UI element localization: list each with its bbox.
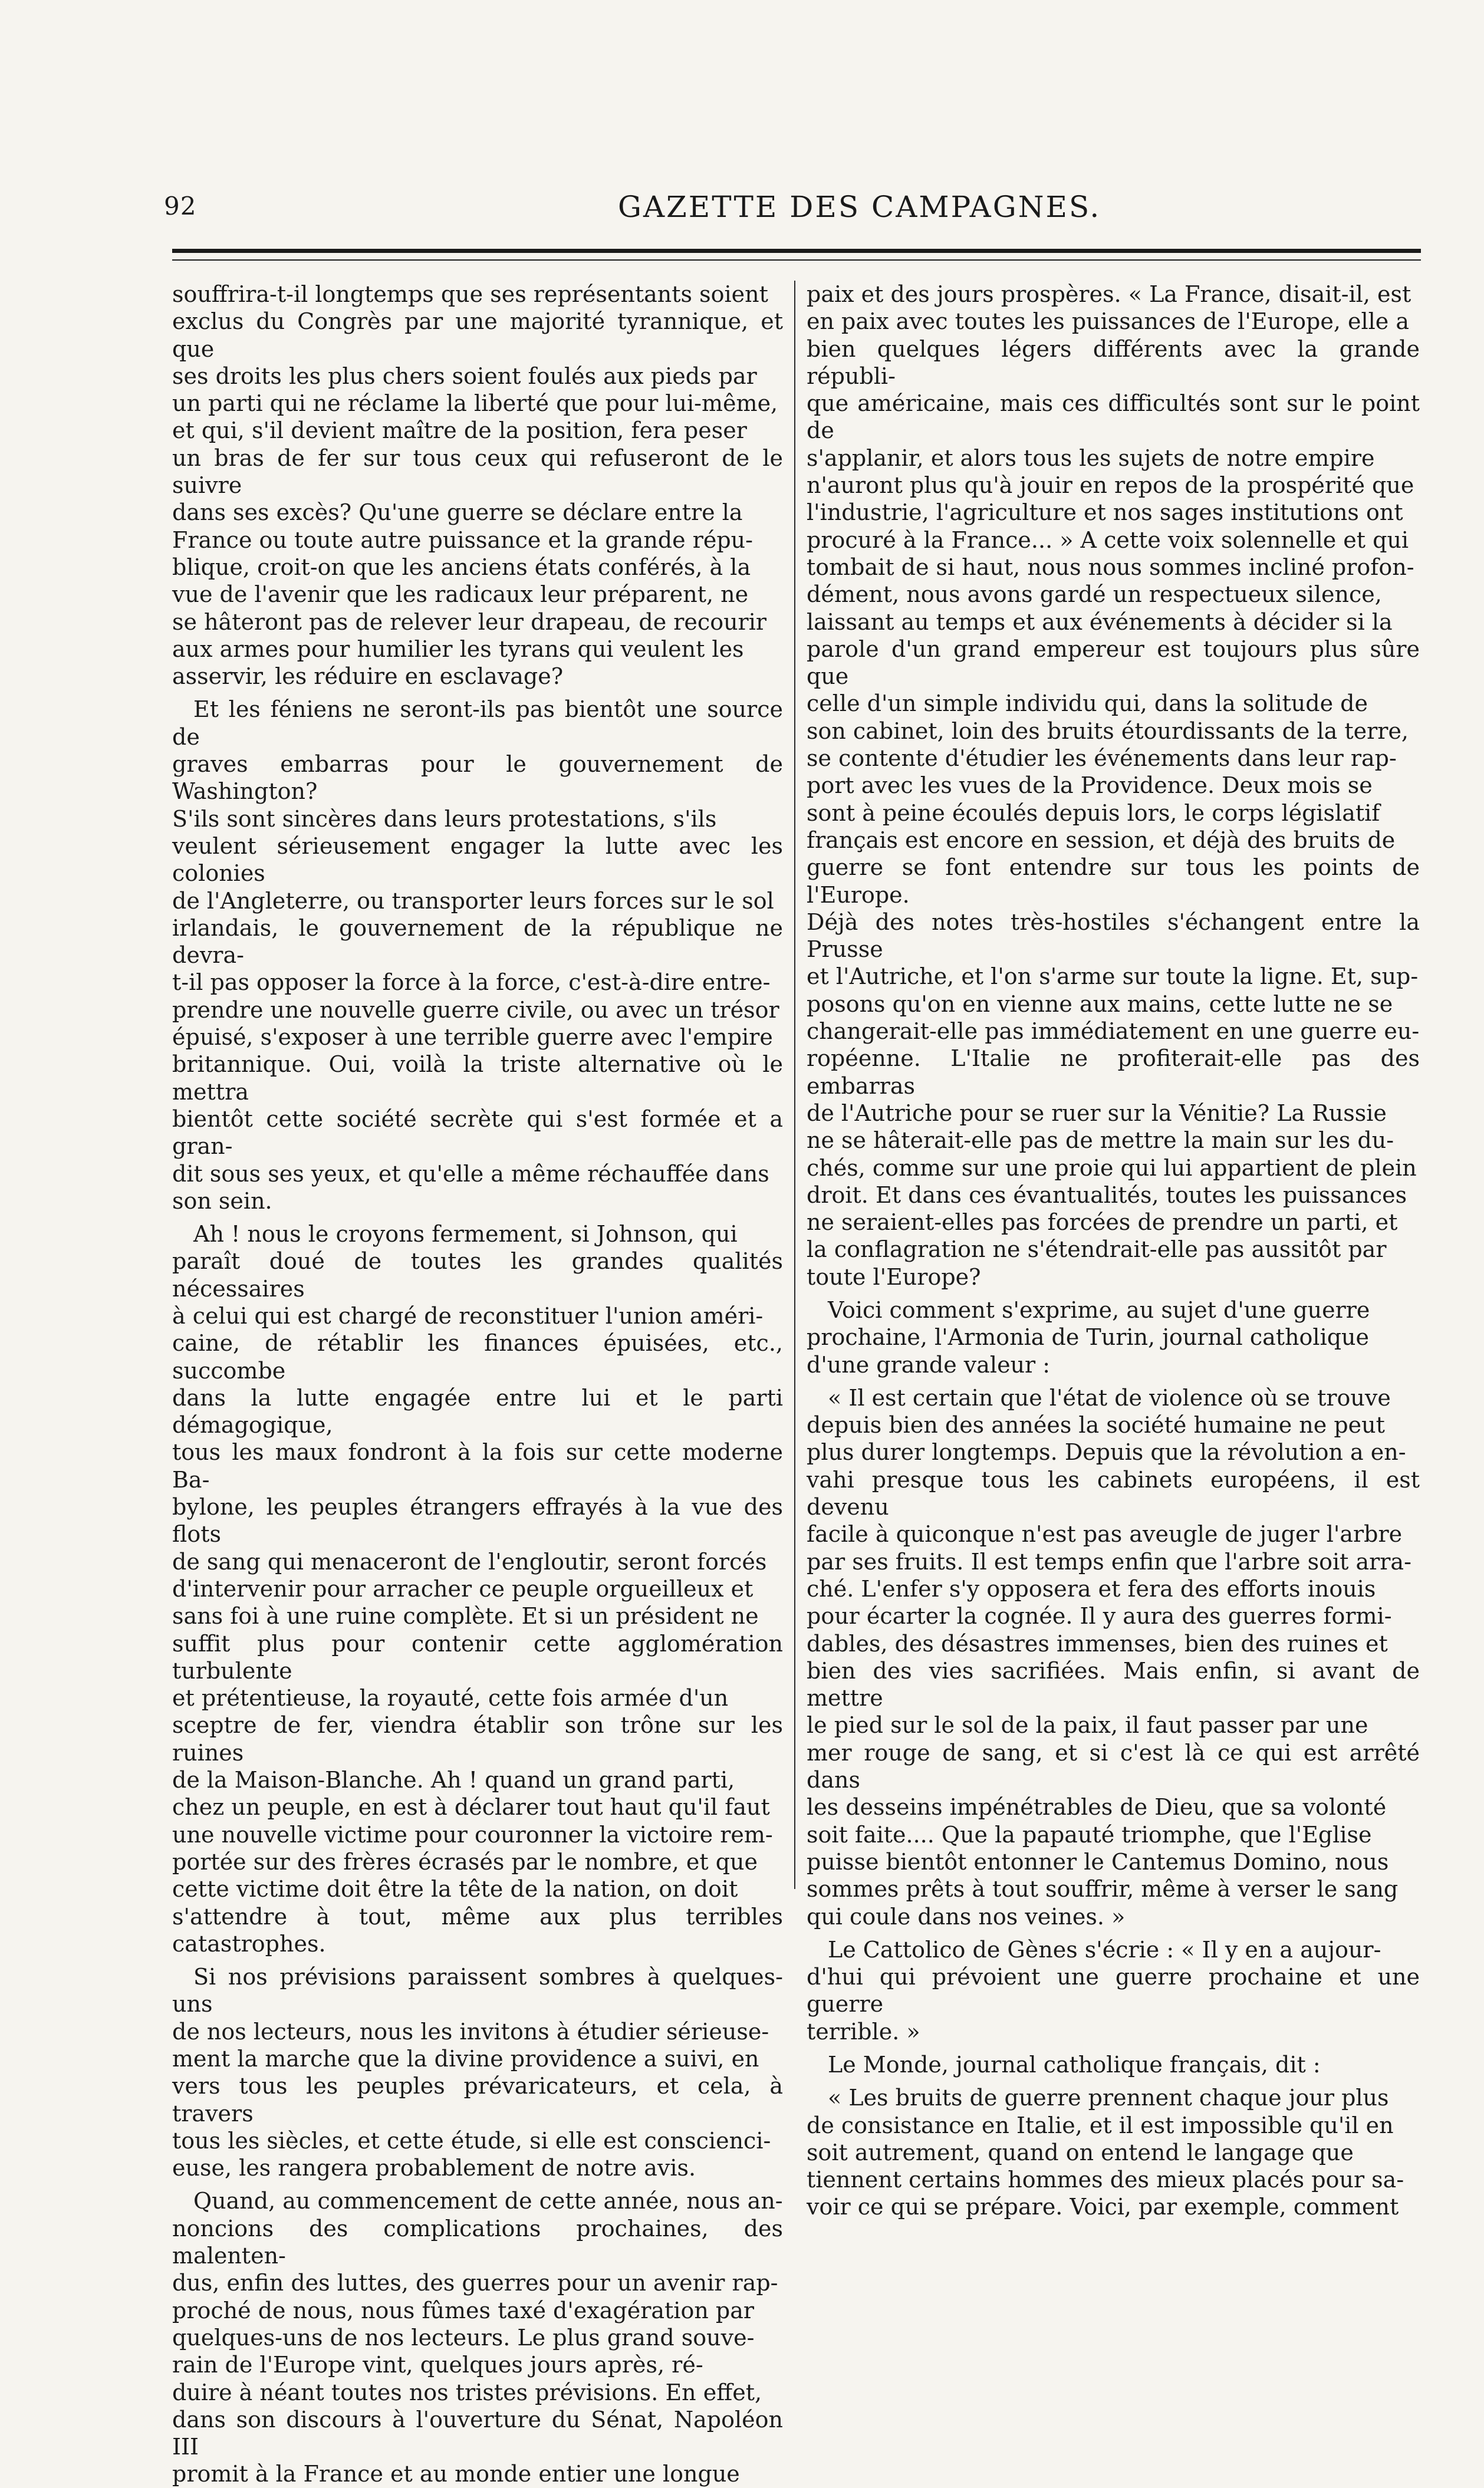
header-rule-thick xyxy=(172,249,1421,253)
paragraph: Le Cattolico de Gènes s'écrie : « Il y en a aujour- d'hui qui prévoient une guerre prochaine et une guerre terrible. » xyxy=(807,1936,1420,2045)
header-rule-thin xyxy=(172,259,1421,261)
paragraph: « Il est certain que l'état de violence où se trouve depuis bien des années la société humaine ne peut plus durer longtemps. Depuis que la révolution a en- vahi presque tous les cabinets européens, il est devenu facile à quiconque n'est pas aveugle de juger l'arbre par ses fruits. Il est temps enfin que l'arbre soit arra- ché. L'enfer s'y opposera et fera des efforts inouis pour écarter la cognée. Il y aura des guerres formi- dables, des désastres immenses, bien des ruines et bien des vies sacrifiées. Mais enfin, si avant de mettre le pied sur le sol de la paix, il faut passer par une mer rouge de sang, et si c'est là ce qui est arrêté dans les desseins impénétrables de Dieu, que sa volonté soit faite.... Que la papauté triomphe, que l'Eglise puisse bientôt entonner le Cantemus Domino, nous sommes prêts à tout souffrir, même à verser le sang qui coule dans nos veines. » xyxy=(807,1384,1420,1930)
page-header-title: GAZETTE DES CAMPAGNES. xyxy=(618,190,1101,224)
right-column xyxy=(807,281,1420,2221)
paragraph: « Les bruits de guerre prennent chaque jour plus de consistance en Italie, et il est impossible qu'il en soit autrement, quand on entend le langage que tiennent certains hommes des mieux placés pour sa- voir ce qui se prépare. Voici, par exemple, comment xyxy=(807,2085,1404,2220)
paragraph: Et les féniens ne seront-ils pas bientôt une source de graves embarras pour le gouvernement de Washington? S'ils sont sincères dans leurs protestations, s'ils veulent sérieusement engager la lutte avec les colonies de l'Angleterre, ou transporter leurs forces sur le sol irlandais, le gouvernement de la république ne devra- t-il pas opposer la force à la force, c'est-à-dire entre- prendre une nouvelle guerre civile, ou avec un trésor épuisé, s'exposer à une terrible guerre avec l'empire britannique. Oui, voilà la triste alternative où le mettra bientôt cette société secrète qui s'est formée et a gran- dit sous ses yeux, et qu'elle a même réchauffée dans son sein. xyxy=(172,696,783,1214)
paragraph: Voici comment s'exprime, au sujet d'une guerre prochaine, l'Armonia de Turin, journal catholique d'une grande valeur : xyxy=(807,1296,1370,1378)
left-column xyxy=(172,281,783,2488)
paragraph: Si nos prévisions paraissent sombres à quelques-uns de nos lecteurs, nous les invitons à étudier sérieuse- ment la marche que la divine providence a suivi, en vers tous les peuples prévaricateurs, et cela, à travers tous les siècles, et cette étude, si elle est conscienci- euse, les rangera probablement de notre avis. xyxy=(172,1964,783,2181)
page-number: 92 xyxy=(164,192,197,221)
column-divider xyxy=(794,281,795,1889)
paragraph: paix et des jours prospères. « La France, disait-il, est en paix avec toutes les puissances de l'Europe, elle a bien quelques légers différents avec la grande républi- que américaine, mais ces difficultés sont sur le point de s'applanir, et alors tous les sujets de notre empire n'auront plus qu'à jouir en repos de la prospérité que l'industrie, l'agriculture et nos sages institutions ont procuré à la France... » A cette voix solennelle et qui tombait de si haut, nous nous sommes incliné profon- dément, nous avons gardé un respectueux silence, laissant au temps et aux événements à décider si la parole d'un grand empereur est toujours plus sûre que celle d'un simple individu qui, dans la solitude de son cabinet, loin des bruits étourdissants de la terre, se contente d'étudier les événements dans leur rap- port avec les vues de la Providence. Deux mois se sont à peine écoulés depuis lors, le corps législatif français est encore en session, et déjà des bruits de guerre se font entendre sur tous les points de l'Europe. Déjà des notes très-hostiles s'échangent entre la Prusse et l'Autriche, et l'on s'arme sur toute la ligne. Et, sup- posons qu'on en vienne aux mains, cette lutte ne se changerait-elle pas immédiatement en une guerre eu- ropéenne. L'Italie ne profiterait-elle pas des embarras de l'Autriche pour se ruer sur la Vénitie? La Russie ne se hâterait-elle pas de mettre la main sur les du- chés, comme sur une proie qui lui appartient de plein droit. Et dans ces évantualités, toutes les puissances ne seraient-elles pas forcées de prendre un parti, et la conflagration ne s'étendrait-elle pas aussitôt par toute l'Europe? xyxy=(807,281,1420,1290)
paragraph: Quand, au commencement de cette année, nous an- noncions des complications prochaines, des malenten- dus, enfin des luttes, des guerres pour un avenir rap- proché de nous, nous fûmes taxé d'exagération par quelques-uns de nos lecteurs. Le plus grand souve- rain de l'Europe vint, quelques jours après, ré- duire à néant toutes nos tristes prévisions. En effet, dans son discours à l'ouverture du Sénat, Napoléon III promit à la France et au monde entier une longue xyxy=(172,2188,783,2487)
paragraph: souffrira-t-il longtemps que ses représentants soient exclus du Congrès par une majorité tyrannique, et que ses droits les plus chers soient foulés aux pieds par un parti qui ne réclame la liberté que pour lui-même, et qui, s'il devient maître de la position, fera peser un bras de fer sur tous ceux qui refuseront de le suivre dans ses excès? Qu'une guerre se déclare entre la France ou toute autre puissance et la grande répu- blique, croit-on que les anciens états conférés, à la vue de l'avenir que les radicaux leur préparent, ne se hâteront pas de relever leur drapeau, de recourir aux armes pour humilier les tyrans qui veulent les asservir, les réduire en esclavage? xyxy=(172,281,783,690)
paragraph: Ah ! nous le croyons fermement, si Johnson, qui paraît doué de toutes les grandes qualités nécessaires à celui qui est chargé de reconstituer l'union améri- caine, de rétablir les finances épuisées, etc., succombe dans la lutte engagée entre lui et le parti démagogique, tous les maux fondront à la fois sur cette moderne Ba- bylone, les peuples étrangers effrayés à la vue des flots de sang qui menaceront de l'engloutir, seront forcés d'intervenir pour arracher ce peuple orgueilleux et sans foi à une ruine complète. Et si un président ne suffit plus pour contenir cette agglomération turbulente et prétentieuse, la royauté, cette fois armée d'un sceptre de fer, viendra établir son trône sur les ruines de la Maison-Blanche. Ah ! quand un grand parti, chez un peuple, en est à déclarer tout haut qu'il faut une nouvelle victime pour couronner la victoire rem- portée sur des frères écrasés par le nombre, et que cette victime doit être la tête de la nation, on doit s'attendre à tout, même aux plus terribles catastrophes. xyxy=(172,1221,783,1957)
paragraph: Le Monde, journal catholique français, dit : xyxy=(828,2052,1321,2078)
